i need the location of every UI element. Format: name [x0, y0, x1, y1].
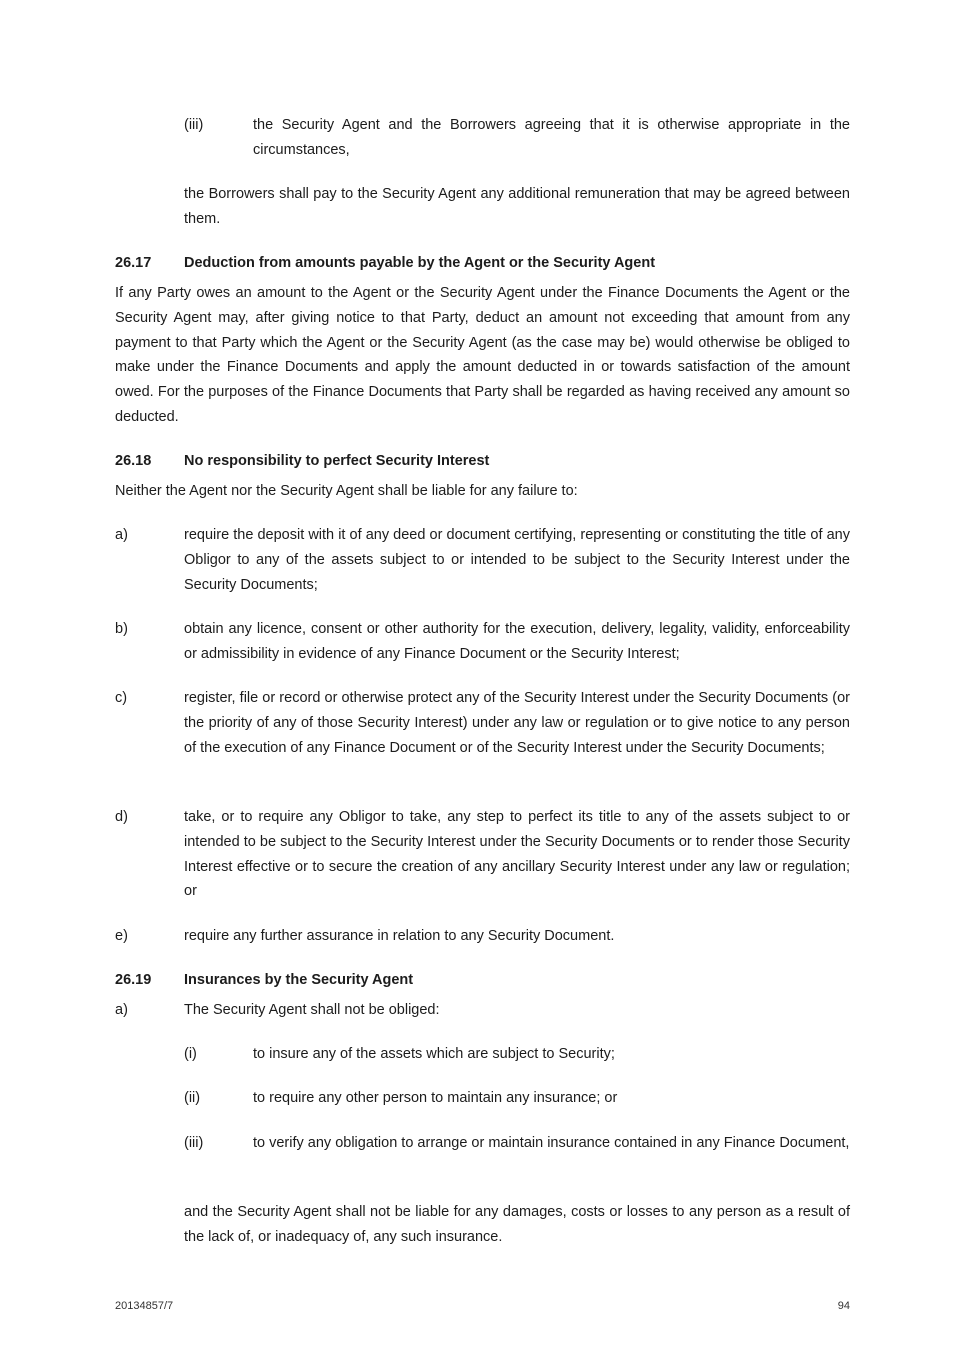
item-label: (ii): [184, 1090, 201, 1106]
section-number: 26.18: [115, 453, 152, 469]
item-label: a): [115, 1002, 128, 1018]
item-label: c): [115, 690, 128, 706]
document-reference: 20134857/7: [115, 1300, 174, 1312]
item-label: b): [115, 621, 128, 637]
item-text: The Security Agent shall not be obliged:: [184, 1002, 440, 1018]
continuation-closing-paragraph: the Borrowers shall pay to the Security Agent any additional remuneration that may be agreed between them.: [184, 186, 850, 227]
item-label: e): [115, 928, 128, 944]
section-title: Insurances by the Security Agent: [184, 972, 414, 988]
item-label: d): [115, 809, 128, 825]
item-text: to verify any obligation to arrange or maintain insurance contained in any Finance Document,: [253, 1135, 850, 1151]
item-label: (iii): [184, 1135, 204, 1151]
section-26-17-body: If any Party owes an amount to the Agent or the Security Agent under the Finance Documents the Agent or the Security Agent may, after giving notice to that Party, deduct an amount not exceeding that amount from any payment to that Party which the Agent or the Security Agent (as the case may be) would otherwise be obliged to make under the Finance Documents and apply the amount deducted in or towards satisfaction of the amount owed. For the purposes of the Finance Documents that Party shall be regarded as having received any amount so deducted.: [115, 285, 850, 425]
section-number: 26.19: [115, 972, 152, 988]
item-text: register, file or record or otherwise protect any of the Security Interest under the Security Documents (or the priority of any of those Security Interest) under any law or regulation or to give notice to any person of the execution of any Finance Document or of the Security Interest under the Security Documents;: [184, 690, 850, 756]
item-text: require any further assurance in relation to any Security Document.: [184, 928, 615, 944]
item-text: take, or to require any Obligor to take, any step to perfect its title to any of the assets subject to or intended to be subject to the Security Interest under the Security Documents or to render those Security Interest effective or to secure the creation of any ancillary Security Interest under any law or regulation; or: [184, 809, 850, 900]
section-title: Deduction from amounts payable by the Agent or the Security Agent: [184, 255, 656, 271]
item-text: obtain any licence, consent or other authority for the execution, delivery, legality, validity, enforceability or admissibility in evidence of any Finance Document or the Security Interest;: [184, 621, 850, 662]
section-26-18-intro: Neither the Agent nor the Security Agent shall be liable for any failure to:: [115, 483, 578, 499]
section-26-19-closing: and the Security Agent shall not be liable for any damages, costs or losses to any person as a result of the lack of, or inadequacy of, any such insurance.: [184, 1204, 850, 1245]
section-title: No responsibility to perfect Security Interest: [184, 453, 490, 469]
item-label: (iii): [184, 117, 204, 133]
item-text: to insure any of the assets which are subject to Security;: [253, 1046, 615, 1062]
item-label: (i): [184, 1046, 197, 1062]
item-text: to require any other person to maintain any insurance; or: [253, 1090, 618, 1106]
section-number: 26.17: [115, 255, 152, 271]
page-number: 94: [837, 1300, 850, 1312]
item-text: require the deposit with it of any deed or document certifying, representing or constituting the title of any Obligor to any of the assets subject to or intended to be subject to the Security Interest under the Security Documents;: [184, 527, 850, 593]
item-text: the Security Agent and the Borrowers agreeing that it is otherwise appropriate in the circumstances,: [253, 117, 850, 158]
item-label: a): [115, 527, 128, 543]
